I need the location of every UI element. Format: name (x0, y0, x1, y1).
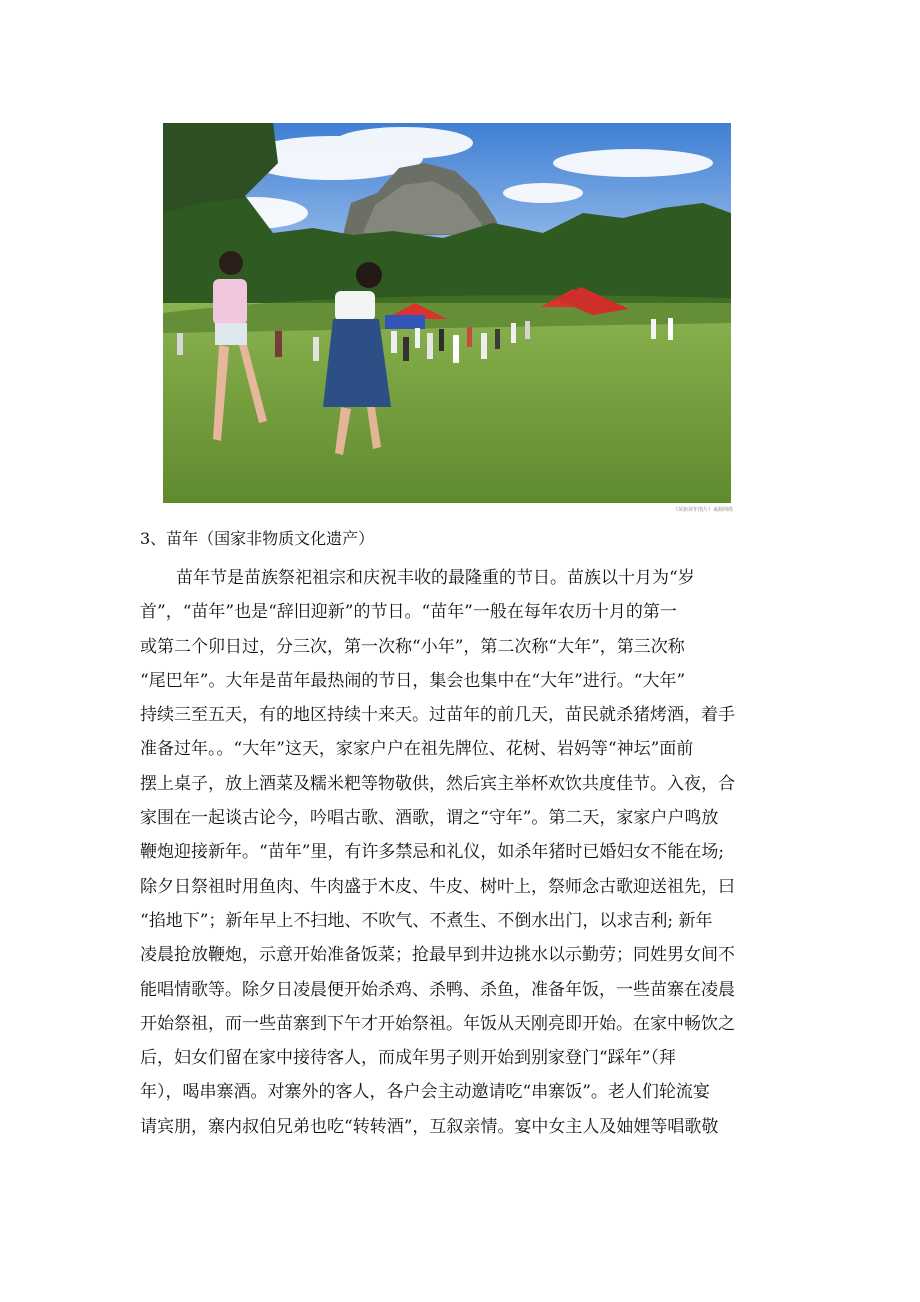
paragraph-line: 后，妇女们留在家中接待客人，而成年男子则开始到别家登门“踩年”（拜 (140, 1048, 676, 1069)
section-heading: 3、苗年（国家非物质文化遗产） (140, 529, 375, 548)
paragraph-line: “尾巴年”。大年是苗年最热闹的节日，集会也集中在“大年”进行。“大年” (140, 670, 686, 691)
festival-photo (163, 123, 731, 503)
paragraph-line: 开始祭祖，而一些苗寨到下午才开始祭祖。年饭从天刚亮即开始。在家中畅饮之 (140, 1013, 735, 1034)
paragraph-line: 能唱情歌等。除夕日凌晨便开始杀鸡、杀鸭、杀鱼，准备年饭，一些苗寨在凌晨 (140, 979, 735, 1000)
paragraph-line: 准备过年。。“大年”这天，家家户户在祖先牌位、花树、岩妈等“神坛”面前 (140, 739, 694, 760)
paragraph-line: 持续三至五天，有的地区持续十来天。过苗年的前几天，苗民就杀猪烤酒，着手 (140, 705, 735, 726)
paragraph-line: 鞭炮迎接新年。“苗年”里，有许多禁忌和礼仪，如杀年猪时已婚妇女不能在场; (140, 842, 725, 863)
paragraph-line: 年），喝串寨酒。对寨外的客人，各户会主动邀请吃“串寨饭”。老人们轮流宴 (140, 1082, 710, 1103)
paragraph-line: 凌晨抢放鞭炮，示意开始准备饭菜；抢最早到井边挑水以示勤劳；同姓男女间不 (140, 945, 735, 966)
paragraph-line: “掐地下”；新年早上不扫地、不吹气、不煮生、不倒水出门，以求吉利; 新年 (140, 910, 713, 931)
paragraph-line: 摆上桌子，放上酒菜及糯米粑等物敬供，然后宾主举杯欢饮共度佳节。入夜，合 (140, 773, 735, 794)
paragraph-line: 除夕日祭祖时用鱼肉、牛肉盛于木皮、牛皮、树叶上，祭师念古歌迎送祖先，曰 (140, 876, 735, 897)
photo-caption: 《苗族苗年图片》来源网络 (672, 507, 733, 513)
body-paragraph (140, 561, 782, 1144)
meadow (163, 303, 731, 503)
paragraph-line: 首”，“苗年”也是“辞旧迎新”的节日。“苗年”一般在每年农历十月的第一 (140, 602, 677, 623)
paragraph-line: 苗年节是苗族祭祀祖宗和庆祝丰收的最隆重的节日。苗族以十月为“岁 (176, 568, 695, 588)
paragraph-line: 家围在一起谈古论今，吟唱古歌、酒歌，谓之“守年”。第二天，家家户户鸣放 (140, 808, 719, 829)
paragraph-line: 请宾朋，寨内叔伯兄弟也吃“转转酒”，互叙亲情。宴中女主人及妯娌等唱歌敬 (140, 1116, 719, 1137)
paragraph-line: 或第二个卯日过，分三次，第一次称“小年”，第二次称“大年”，第三次称 (140, 636, 685, 657)
